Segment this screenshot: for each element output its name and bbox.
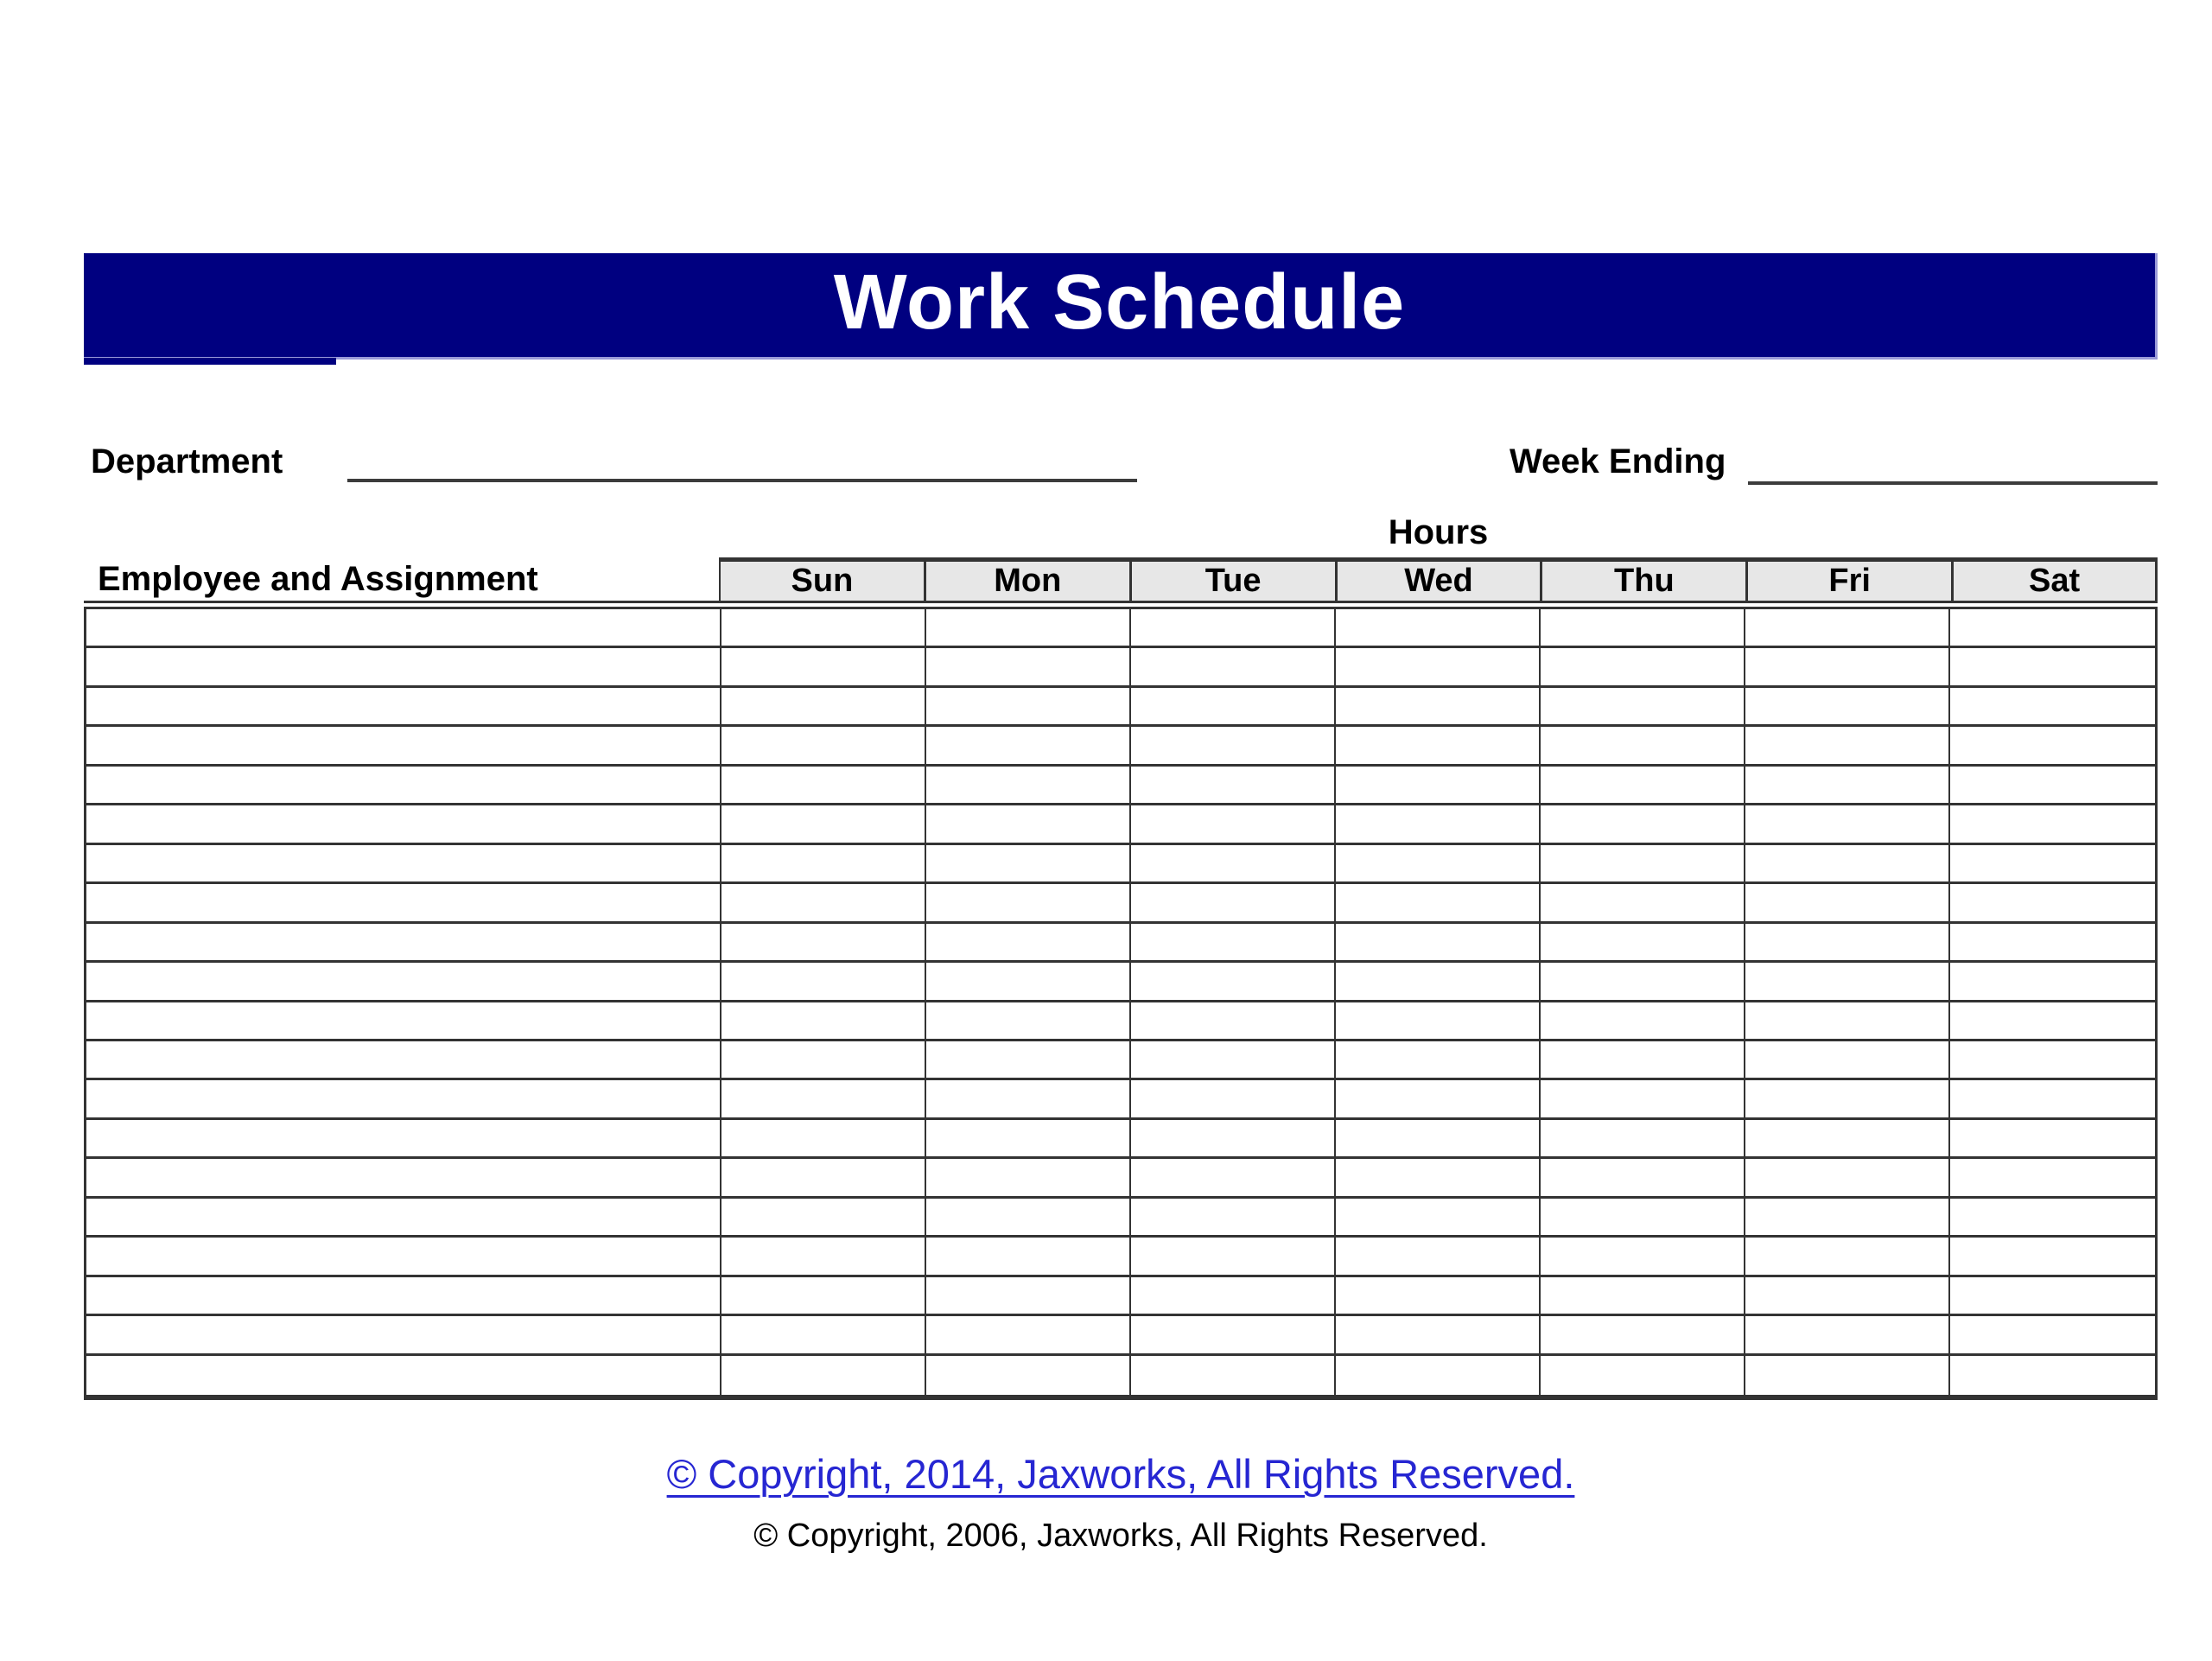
employee-cell[interactable] — [86, 1199, 721, 1238]
schedule-cell[interactable] — [1131, 688, 1336, 727]
schedule-cell[interactable] — [1745, 1080, 1950, 1119]
schedule-cell[interactable] — [1745, 884, 1950, 923]
schedule-cell[interactable] — [1541, 1002, 1745, 1041]
schedule-cell[interactable] — [1950, 1316, 2155, 1355]
schedule-cell[interactable] — [1336, 924, 1541, 963]
schedule-cell[interactable] — [721, 1041, 926, 1080]
schedule-cell[interactable] — [926, 1159, 1131, 1198]
schedule-cell[interactable] — [1541, 963, 1745, 1002]
schedule-cell[interactable] — [1541, 1356, 1745, 1395]
schedule-cell[interactable] — [1541, 1120, 1745, 1159]
week-ending-field[interactable] — [1748, 454, 2158, 485]
schedule-cell[interactable] — [1745, 648, 1950, 687]
schedule-cell[interactable] — [1336, 727, 1541, 766]
schedule-cell[interactable] — [1950, 688, 2155, 727]
schedule-cell[interactable] — [1950, 648, 2155, 687]
hours-label: Hours — [1388, 513, 1489, 551]
schedule-cell[interactable] — [721, 1316, 926, 1355]
schedule-cell[interactable] — [1541, 1041, 1745, 1080]
schedule-cell[interactable] — [1950, 1080, 2155, 1119]
schedule-cell[interactable] — [926, 805, 1131, 844]
schedule-cell[interactable] — [721, 1002, 926, 1041]
schedule-cell[interactable] — [721, 648, 926, 687]
schedule-cell[interactable] — [926, 1238, 1131, 1276]
schedule-cell[interactable] — [1336, 1277, 1541, 1316]
schedule-cell[interactable] — [926, 845, 1131, 884]
schedule-cell[interactable] — [926, 924, 1131, 963]
schedule-cell[interactable] — [1131, 805, 1336, 844]
schedule-cell[interactable] — [926, 1277, 1131, 1316]
employee-cell[interactable] — [86, 924, 721, 963]
schedule-cell[interactable] — [1336, 963, 1541, 1002]
schedule-cell[interactable] — [1131, 1277, 1336, 1316]
schedule-cell[interactable] — [721, 1356, 926, 1395]
schedule-cell[interactable] — [1336, 648, 1541, 687]
week-ending-label: Week Ending — [1510, 442, 1726, 480]
schedule-cell[interactable] — [721, 1277, 926, 1316]
schedule-cell[interactable] — [1336, 845, 1541, 884]
schedule-cell[interactable] — [926, 688, 1131, 727]
day-header-fri: Fri — [1746, 557, 1952, 601]
schedule-cell[interactable] — [1131, 1120, 1336, 1159]
employee-cell[interactable] — [86, 727, 721, 766]
schedule-cell[interactable] — [1131, 1238, 1336, 1276]
schedule-cell[interactable] — [1541, 1238, 1745, 1276]
schedule-cell[interactable] — [1541, 1159, 1745, 1198]
schedule-cell[interactable] — [1336, 1316, 1541, 1355]
schedule-cell[interactable] — [1336, 767, 1541, 805]
schedule-cell[interactable] — [1131, 963, 1336, 1002]
day-header-sun: Sun — [719, 557, 925, 601]
schedule-cell[interactable] — [1541, 884, 1745, 923]
schedule-cell[interactable] — [1131, 845, 1336, 884]
employee-cell[interactable] — [86, 1080, 721, 1119]
schedule-cell[interactable] — [721, 963, 926, 1002]
schedule-cell[interactable] — [926, 1356, 1131, 1395]
schedule-cell[interactable] — [1950, 767, 2155, 805]
schedule-cell[interactable] — [721, 727, 926, 766]
schedule-cell[interactable] — [1131, 924, 1336, 963]
schedule-cell[interactable] — [1541, 648, 1745, 687]
day-header-tue: Tue — [1130, 557, 1336, 601]
schedule-cell[interactable] — [1745, 1120, 1950, 1159]
schedule-cell[interactable] — [1950, 805, 2155, 844]
department-label: Department — [91, 442, 283, 480]
schedule-cell[interactable] — [1950, 1002, 2155, 1041]
schedule-cell[interactable] — [1745, 1277, 1950, 1316]
schedule-cell[interactable] — [721, 609, 926, 648]
schedule-cell[interactable] — [1541, 767, 1745, 805]
schedule-cell[interactable] — [1336, 688, 1541, 727]
employee-cell[interactable] — [86, 1002, 721, 1041]
schedule-cell[interactable] — [721, 1238, 926, 1276]
schedule-cell[interactable] — [1950, 1199, 2155, 1238]
schedule-cell[interactable] — [721, 1159, 926, 1198]
employee-cell[interactable] — [86, 1356, 721, 1395]
day-header-sat: Sat — [1952, 557, 2158, 601]
employee-assignment-header: Employee and Assignment — [98, 560, 538, 598]
schedule-table-header — [84, 557, 2158, 601]
schedule-cell[interactable] — [1745, 767, 1950, 805]
schedule-cell[interactable] — [1131, 1316, 1336, 1355]
employee-cell[interactable] — [86, 963, 721, 1002]
day-header-mon: Mon — [925, 557, 1130, 601]
schedule-cell[interactable] — [1950, 1041, 2155, 1080]
schedule-cell[interactable] — [1336, 1120, 1541, 1159]
schedule-cell[interactable] — [1131, 1356, 1336, 1395]
schedule-cell[interactable] — [1950, 1356, 2155, 1395]
schedule-cell[interactable] — [1950, 1120, 2155, 1159]
schedule-cell[interactable] — [1745, 1356, 1950, 1395]
employee-cell[interactable] — [86, 1159, 721, 1198]
schedule-cell[interactable] — [926, 1080, 1131, 1119]
schedule-cell[interactable] — [1541, 609, 1745, 648]
schedule-cell[interactable] — [1541, 1080, 1745, 1119]
schedule-cell[interactable] — [1745, 1041, 1950, 1080]
schedule-cell[interactable] — [1336, 1002, 1541, 1041]
schedule-cell[interactable] — [1541, 924, 1745, 963]
employee-cell[interactable] — [86, 1277, 721, 1316]
employee-cell[interactable] — [86, 884, 721, 923]
copyright-text: © Copyright, 2006, Jaxworks, All Rights Reserved. — [753, 1518, 1488, 1554]
schedule-cell[interactable] — [1950, 1277, 2155, 1316]
schedule-cell[interactable] — [926, 1041, 1131, 1080]
schedule-cell[interactable] — [1950, 845, 2155, 884]
page-title: Work Schedule — [833, 259, 1406, 346]
schedule-cell[interactable] — [1745, 1238, 1950, 1276]
schedule-cell[interactable] — [1541, 845, 1745, 884]
schedule-cell[interactable] — [926, 1002, 1131, 1041]
schedule-cell[interactable] — [721, 884, 926, 923]
schedule-table-body — [84, 609, 2158, 1400]
title-banner — [84, 253, 2158, 360]
employee-cell[interactable] — [86, 1120, 721, 1159]
schedule-cell[interactable] — [721, 1199, 926, 1238]
employee-cell[interactable] — [86, 1041, 721, 1080]
employee-cell[interactable] — [86, 845, 721, 884]
schedule-cell[interactable] — [1131, 1002, 1336, 1041]
schedule-cell[interactable] — [721, 805, 926, 844]
schedule-cell[interactable] — [1336, 884, 1541, 923]
schedule-cell[interactable] — [1541, 727, 1745, 766]
schedule-cell[interactable] — [1745, 727, 1950, 766]
employee-cell[interactable] — [86, 648, 721, 687]
schedule-cell[interactable] — [1131, 767, 1336, 805]
schedule-cell[interactable] — [1541, 1316, 1745, 1355]
schedule-cell[interactable] — [1336, 1238, 1541, 1276]
schedule-cell[interactable] — [721, 1120, 926, 1159]
schedule-cell[interactable] — [1131, 648, 1336, 687]
schedule-cell[interactable] — [1131, 1080, 1336, 1119]
schedule-cell[interactable] — [1950, 727, 2155, 766]
employee-cell[interactable] — [86, 1316, 721, 1355]
schedule-cell[interactable] — [721, 767, 926, 805]
department-field[interactable] — [347, 451, 1137, 482]
schedule-cell[interactable] — [1131, 609, 1336, 648]
schedule-cell[interactable] — [1131, 727, 1336, 766]
schedule-cell[interactable] — [926, 727, 1131, 766]
schedule-cell[interactable] — [1131, 1159, 1336, 1198]
employee-cell[interactable] — [86, 609, 721, 648]
schedule-cell[interactable] — [1336, 1159, 1541, 1198]
employee-cell[interactable] — [86, 805, 721, 844]
schedule-cell[interactable] — [721, 688, 926, 727]
schedule-cell[interactable] — [1131, 1199, 1336, 1238]
schedule-cell[interactable] — [1131, 1041, 1336, 1080]
schedule-cell[interactable] — [1336, 1356, 1541, 1395]
schedule-cell[interactable] — [1950, 1159, 2155, 1198]
schedule-cell[interactable] — [926, 963, 1131, 1002]
schedule-cell[interactable] — [1131, 884, 1336, 923]
schedule-cell[interactable] — [1950, 924, 2155, 963]
schedule-cell[interactable] — [1541, 1199, 1745, 1238]
schedule-cell[interactable] — [1336, 1199, 1541, 1238]
schedule-cell[interactable] — [1745, 845, 1950, 884]
schedule-cell[interactable] — [926, 1120, 1131, 1159]
schedule-cell[interactable] — [926, 767, 1131, 805]
schedule-cell[interactable] — [1745, 1199, 1950, 1238]
schedule-cell[interactable] — [1541, 805, 1745, 844]
schedule-cell[interactable] — [1950, 1238, 2155, 1276]
day-header-thu: Thu — [1541, 557, 1746, 601]
schedule-cell[interactable] — [926, 609, 1131, 648]
schedule-cell[interactable] — [1745, 1159, 1950, 1198]
employee-cell[interactable] — [86, 688, 721, 727]
schedule-cell[interactable] — [1541, 1277, 1745, 1316]
schedule-cell[interactable] — [1745, 924, 1950, 963]
schedule-cell[interactable] — [926, 884, 1131, 923]
schedule-cell[interactable] — [1336, 1080, 1541, 1119]
schedule-cell[interactable] — [721, 845, 926, 884]
copyright-link[interactable]: © Copyright, 2014, Jaxworks, All Rights Reserved. — [666, 1451, 1575, 1497]
schedule-cell[interactable] — [1950, 609, 2155, 648]
schedule-cell[interactable] — [1336, 805, 1541, 844]
schedule-cell[interactable] — [1950, 884, 2155, 923]
footer — [84, 1450, 2158, 1498]
schedule-cell[interactable] — [1541, 688, 1745, 727]
schedule-cell[interactable] — [926, 1199, 1131, 1238]
schedule-cell[interactable] — [1745, 805, 1950, 844]
schedule-cell[interactable] — [1745, 1002, 1950, 1041]
employee-cell[interactable] — [86, 1238, 721, 1276]
schedule-cell[interactable] — [721, 1080, 926, 1119]
schedule-cell[interactable] — [1336, 609, 1541, 648]
header-divider — [84, 601, 2158, 609]
schedule-cell[interactable] — [1745, 963, 1950, 1002]
day-header-wed: Wed — [1336, 557, 1541, 601]
schedule-cell[interactable] — [1745, 1316, 1950, 1355]
schedule-cell[interactable] — [1950, 963, 2155, 1002]
schedule-cell[interactable] — [721, 924, 926, 963]
banner-shadow — [84, 358, 336, 365]
schedule-cell[interactable] — [1745, 609, 1950, 648]
schedule-cell[interactable] — [1336, 1041, 1541, 1080]
employee-cell[interactable] — [86, 767, 721, 805]
schedule-cell[interactable] — [926, 1316, 1131, 1355]
schedule-cell[interactable] — [1745, 688, 1950, 727]
schedule-cell[interactable] — [926, 648, 1131, 687]
